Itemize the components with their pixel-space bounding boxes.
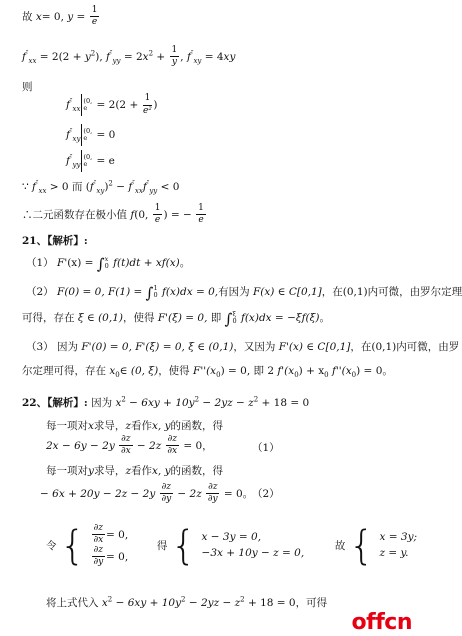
q22-step-2: 每一项对y求导，z看作x, y的函数，得 bbox=[46, 465, 224, 477]
text-line-3: 则 bbox=[22, 81, 33, 93]
fraction: $\frac{\partial z}{\partial x}$ bbox=[120, 434, 131, 457]
fraction: $\frac{\partial z}{\partial y}$ bbox=[161, 482, 172, 505]
fraction: $\frac{1}{e}$ bbox=[91, 5, 98, 28]
text-line-1: 故 x= 0, y = $\frac{1}{e}$ bbox=[22, 5, 98, 28]
q22-last-line: 将上式代入 $x^2 - 6xy + 10y^2 - 2yz - z^2 + 18 = 0$，可得 bbox=[46, 595, 328, 609]
q22-equation-2: − 6x + 20y − 2z − 2y $\frac{\partial z}{\partial y}$ − 2z $\frac{\partial z}{\partial y}$ = 0。 bbox=[40, 482, 254, 505]
fraction: $\frac{\partial z}{\partial y}$ bbox=[207, 482, 218, 505]
q21-part-2-line-a: （2） F(0) = 0, F(1) = ∫ 1 0 f(x)dx = 0,有因为 F(x) ∈ C[0,1]，在(0,1)内可微，由罗尔定理 bbox=[26, 284, 462, 303]
fraction: $\frac{1}{y}$ bbox=[171, 45, 178, 68]
text-line-6: $f''_{yy}$ (0, e = e bbox=[66, 150, 115, 172]
equation-tag-1: （1） bbox=[252, 442, 280, 454]
text-line-8: ∴二元函数存在极小值 f(0, $\frac{1}{e}$ ) = − $\frac{1}{e}$ bbox=[22, 203, 204, 226]
q21-part-1: （1） F'(x) = ∫ x 0 f(t)dt + xf(x)。 bbox=[26, 255, 191, 274]
fraction: $\frac{\partial z}{\partial x}$ bbox=[93, 523, 104, 546]
section-heading-21: 21、【解析】: bbox=[22, 235, 88, 247]
q22-intro: 22、【解析】: 因为 $x^2 - 6xy + 10y^2 - 2yz - z^2 + 18 = 0$ bbox=[22, 395, 310, 409]
q21-part-2-line-b: 可得，存在 ξ ∈ (0,1)，使得 F'(ξ) = 0, 即 ∫ ξ 0 f(x)dx = −ξf(ξ)。 bbox=[22, 310, 331, 329]
text-line-2: $f''_{xx} = 2(2 + y^2)$, $f''_{yy} = 2x^2$ + $\frac{1}{y}$ , $f''_{xy} = 4xy$ bbox=[22, 45, 236, 68]
text-line-7: ∵ $f''_{xx} > 0$ 而 $(f''_{xy})^2 - f''_{xx}f''_{yy} < 0$ bbox=[22, 179, 180, 196]
fraction: $\frac{\partial z}{\partial x}$ bbox=[167, 434, 178, 457]
q22-system: 令 { $\frac{\partial z}{\partial x}$ = 0, $\frac{\partial z}{\partial y}$ = 0, 得 { x − 3y = 0, −3x + 10y − z = 0, 故 { x = 3y; z = y. bbox=[46, 522, 418, 569]
fraction: $\frac{1}{e}$ bbox=[154, 203, 161, 226]
q22-equation-1: 2x − 6y − 2y $\frac{\partial z}{\partial x}$ − 2z $\frac{\partial z}{\partial x}$ = 0， bbox=[46, 434, 213, 457]
text-line-5: $f''_{xy}$ (0, e = 0 bbox=[66, 124, 115, 146]
offcn-watermark-logo: offcn bbox=[351, 610, 412, 635]
section-heading-22: 22、【解析】: bbox=[22, 397, 88, 409]
fraction: $\frac{1}{\text{e²}}$ bbox=[142, 93, 152, 116]
fraction: $\frac{1}{e}$ bbox=[198, 203, 204, 226]
q21-part-3-line-b: 尔定理可得，存在 $x_0\in$ (0, ξ)，使得 $F''(x_0) = 0$, 即 2 $f'(x_0) + x_0$ $f''(x_0) = 0$。 bbox=[22, 365, 393, 380]
q22-step-1: 每一项对x求导，z看作x, y的函数，得 bbox=[46, 420, 223, 432]
fraction: $\frac{\partial z}{\partial y}$ bbox=[93, 544, 104, 568]
equation-tag-2: （2） bbox=[252, 488, 280, 500]
q21-part-3-line-a: （3） 因为 F'(0) = 0, F'(ξ) = 0, ξ ∈ (0,1)，又因为 F'(x) ∈ C[0,1]，在(0,1)内可微，由罗 bbox=[26, 341, 460, 353]
text-line-4: $f''_{xx}$ (0, e = 2(2 + $\frac{1}{\text{e²}}$ ) bbox=[66, 93, 158, 116]
